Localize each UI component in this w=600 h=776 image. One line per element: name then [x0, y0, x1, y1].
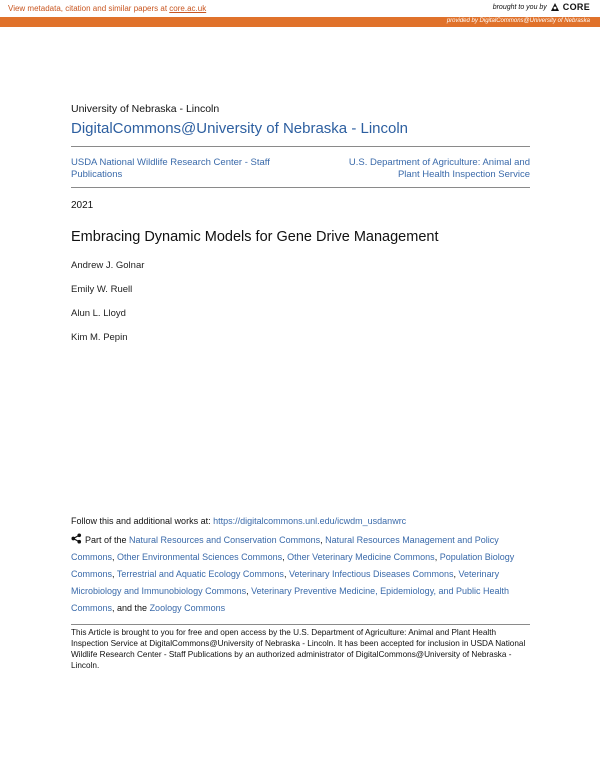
series-link-aphis[interactable]	[300, 157, 530, 181]
core-metadata-text	[8, 4, 206, 13]
author: Alun L. Lloyd	[71, 308, 126, 319]
author: Emily W. Ruell	[71, 284, 133, 295]
brought-to-you-label: brought to you by	[492, 3, 547, 11]
commons-link[interactable]: Other Environmental Sciences Commons	[117, 552, 283, 562]
series-left-line1: USDA National Wildlife Research Center - Staff	[71, 157, 270, 168]
university-name: University of Nebraska - Lincoln	[71, 103, 220, 115]
commons-link[interactable]: Veterinary Microbiology and Immunobiology Commons	[71, 569, 500, 596]
and-the-label: , and the	[112, 603, 148, 613]
share-icon	[71, 533, 82, 544]
commons-link[interactable]: Population Biology Commons	[71, 552, 515, 579]
follow-label: Follow this and additional works at:	[71, 516, 211, 526]
commons-link[interactable]: Other Veterinary Medicine Commons	[287, 552, 435, 562]
author: Kim M. Pepin	[71, 332, 128, 343]
core-logo-text: CORE	[562, 2, 590, 12]
part-of-label: Part of the	[85, 535, 127, 545]
series-left-line2: Publications	[71, 169, 123, 180]
provided-by-bar	[0, 17, 600, 27]
commons-link[interactable]: Zoology Commons	[149, 603, 226, 613]
core-link[interactable]: core.ac.uk	[169, 4, 207, 13]
publication-year: 2021	[71, 200, 94, 211]
core-logo-icon	[550, 2, 560, 12]
divider-top	[71, 146, 530, 147]
paper-title: Embracing Dynamic Models for Gene Drive Management	[71, 229, 439, 245]
commons-link[interactable]: Veterinary Preventive Medicine, Epidemiology, and Public Health Commons	[71, 586, 510, 613]
series-link-usda-nwrc[interactable]	[71, 157, 301, 181]
series-right-line2: Plant Health Inspection Service	[397, 169, 530, 180]
divider-notice	[71, 624, 530, 625]
core-banner	[0, 0, 600, 17]
series-right-line1: U.S. Department of Agriculture: Animal and	[348, 157, 530, 168]
commons-link[interactable]: Natural Resources and Conservation Commons	[129, 535, 321, 545]
commons-list: Part of the Natural Resources and Conservation Commons, Natural Resources Management and Policy Commons, Other Environmental Sciences Commons, Other Veterinary Medicine Commons, Population Biology Commons, Terrestrial and Aquatic Ecology Commons, Veterinary Infectious Diseases Commons, Veterinary Microbiology and Immunobiology Commons, Veterinary Preventive Medicine, Epidemiology, and Public Health Commons, and the Zoology Commons	[71, 535, 515, 613]
core-brand[interactable]	[493, 2, 590, 12]
core-metadata-label: View metadata, citation and similar papers at	[8, 4, 168, 13]
commons-link[interactable]: Veterinary Infectious Diseases Commons	[288, 569, 454, 579]
repository-link[interactable]: DigitalCommons@University of Nebraska - Lincoln	[71, 120, 409, 137]
commons-link[interactable]: Terrestrial and Aquatic Ecology Commons	[116, 569, 284, 579]
commons-link[interactable]: Natural Resources Management and Policy Commons	[71, 535, 499, 562]
collection-url-link[interactable]: https://digitalcommons.unl.edu/icwdm_usdanwrc	[213, 516, 407, 526]
access-notice: This Article is brought to you for free and open access by the U.S. Department of Agriculture: Animal and Plant Health Inspection Service at DigitalCommons@University of Nebraska - Lincoln. It has been accepted for inclusion in USDA National Wildlife Research Center - Staff Publications by an authorized administrator of DigitalCommons@University of Nebraska - Lincoln.	[71, 628, 526, 670]
author: Andrew J. Golnar	[71, 260, 145, 271]
provided-by-text: provided by DigitalCommons@University of Nebraska	[446, 18, 590, 24]
follow-line	[71, 516, 406, 526]
divider-series	[71, 187, 530, 188]
